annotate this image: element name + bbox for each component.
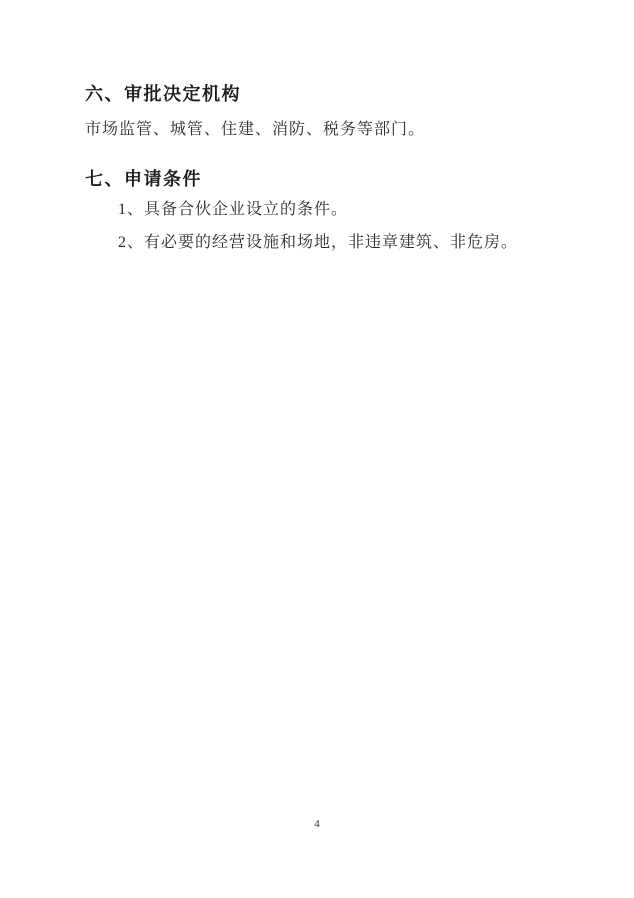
section-heading-application-conditions: 七、申请条件	[85, 169, 202, 189]
condition-item-2: 2、有必要的经营设施和场地，非违章建筑、非危房。	[118, 234, 519, 251]
page-number: 4	[314, 818, 320, 830]
approval-authority-paragraph: 市场监管、城管、住建、消防、税务等部门。	[85, 121, 426, 138]
section-heading-approval-authority: 六、审批决定机构	[85, 84, 241, 104]
condition-item-1: 1、具备合伙企业设立的条件。	[118, 201, 349, 218]
